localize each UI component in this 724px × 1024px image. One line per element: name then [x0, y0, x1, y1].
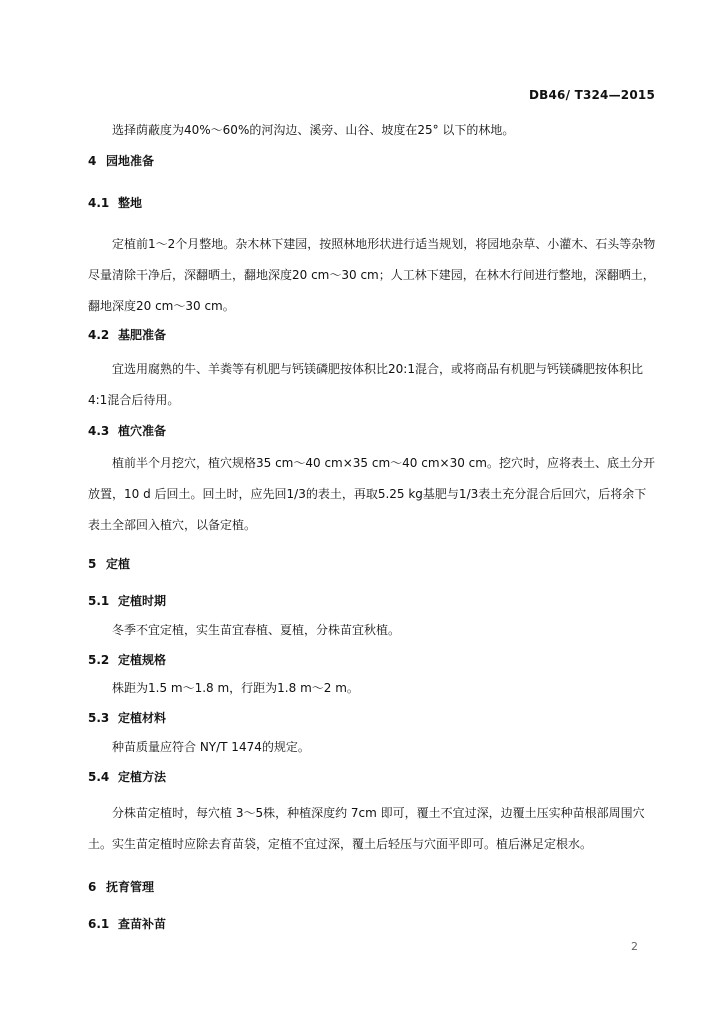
standard-code: DB46/ T324—2015: [529, 88, 655, 102]
paragraph-text: 种苗质量应符合 NY/T 1474的规定。: [112, 740, 310, 754]
paragraph-planting-time: [88, 615, 658, 646]
section-number: 5: [88, 557, 97, 571]
section-heading-5: [88, 555, 130, 572]
section-title: 抚育管理: [106, 880, 155, 894]
paragraph-planting-method: [88, 798, 658, 860]
paragraph-planting-spacing: [88, 673, 658, 704]
section-title: 定植规格: [118, 653, 167, 667]
section-number: 4: [88, 154, 97, 168]
section-title: 定植材料: [118, 711, 167, 725]
paragraph-text: 定植前1～2个月整地。杂木林下建园，按照林地形状进行适当规划，将园地杂草、小灌木、石头等杂物尽量清除干净后，深翻晒土，翻地深度20 cm～30 cm；人工林下建园，在林木行间进行整地，深翻晒土，翻地深度20 cm～30 cm。: [88, 237, 656, 313]
section-title: 植穴准备: [118, 424, 167, 438]
paragraph-site-selection: [88, 115, 658, 146]
section-heading-5-3: [88, 709, 166, 726]
section-number: 4.1: [88, 196, 110, 210]
paragraph-text: 分株苗定植时，每穴植 3～5株，种植深度约 7cm 即可，覆土不宜过深，边覆土压实种苗根部周围穴土。实生苗定植时应除去育苗袋，定植不宜过深，覆土后轻压与穴面平即可。植后淋足定根水。: [88, 806, 645, 851]
paragraph-text: 植前半个月挖穴，植穴规格35 cm～40 cm×35 cm～40 cm×30 cm。挖穴时，应将表土、底土分开放置，10 d 后回土。回土时，应先回1/3的表土，再取5.25 kg基肥与1/3表土充分混合后回穴，后将余下表土全部回入植穴，以备定植。: [88, 456, 655, 532]
paragraph-text: 宜选用腐熟的牛、羊粪等有机肥与钙镁磷肥按体积比20:1混合，或将商品有机肥与钙镁磷肥按体积比4:1混合后待用。: [88, 362, 643, 407]
section-heading-6: [88, 878, 154, 895]
paragraph-planting-material: [88, 732, 658, 763]
section-number: 6.1: [88, 917, 110, 931]
paragraph-text: 冬季不宜定植，实生苗宜春植、夏植，分株苗宜秋植。: [112, 623, 401, 637]
section-title: 定植方法: [118, 770, 167, 784]
paragraph-planting-hole: [88, 448, 658, 541]
section-number: 4.3: [88, 424, 110, 438]
section-heading-4-2: [88, 326, 166, 343]
section-title: 基肥准备: [118, 328, 167, 342]
section-title: 定植: [106, 557, 131, 571]
paragraph-text: 株距为1.5 m～1.8 m，行距为1.8 m～2 m。: [112, 681, 359, 695]
section-heading-6-1: [88, 915, 166, 932]
section-title: 查苗补苗: [118, 917, 167, 931]
section-heading-4: [88, 152, 154, 169]
section-heading-4-1: [88, 194, 142, 211]
paragraph-text: 选择荫蔽度为40%～60%的河沟边、溪旁、山谷、坡度在25° 以下的林地。: [112, 123, 515, 137]
section-number: 6: [88, 880, 97, 894]
section-number: 5.3: [88, 711, 110, 725]
section-number: 5.4: [88, 770, 110, 784]
section-heading-5-4: [88, 768, 166, 785]
section-number: 5.2: [88, 653, 110, 667]
section-title: 定植时期: [118, 594, 167, 608]
section-title: 整地: [118, 196, 143, 210]
section-number: 4.2: [88, 328, 110, 342]
section-heading-5-2: [88, 651, 166, 668]
section-number: 5.1: [88, 594, 110, 608]
section-title: 园地准备: [106, 154, 155, 168]
section-heading-5-1: [88, 592, 166, 609]
page-number: 2: [631, 940, 638, 953]
section-heading-4-3: [88, 422, 166, 439]
paragraph-land-preparation: [88, 229, 658, 322]
paragraph-base-fertilizer: [88, 354, 658, 416]
